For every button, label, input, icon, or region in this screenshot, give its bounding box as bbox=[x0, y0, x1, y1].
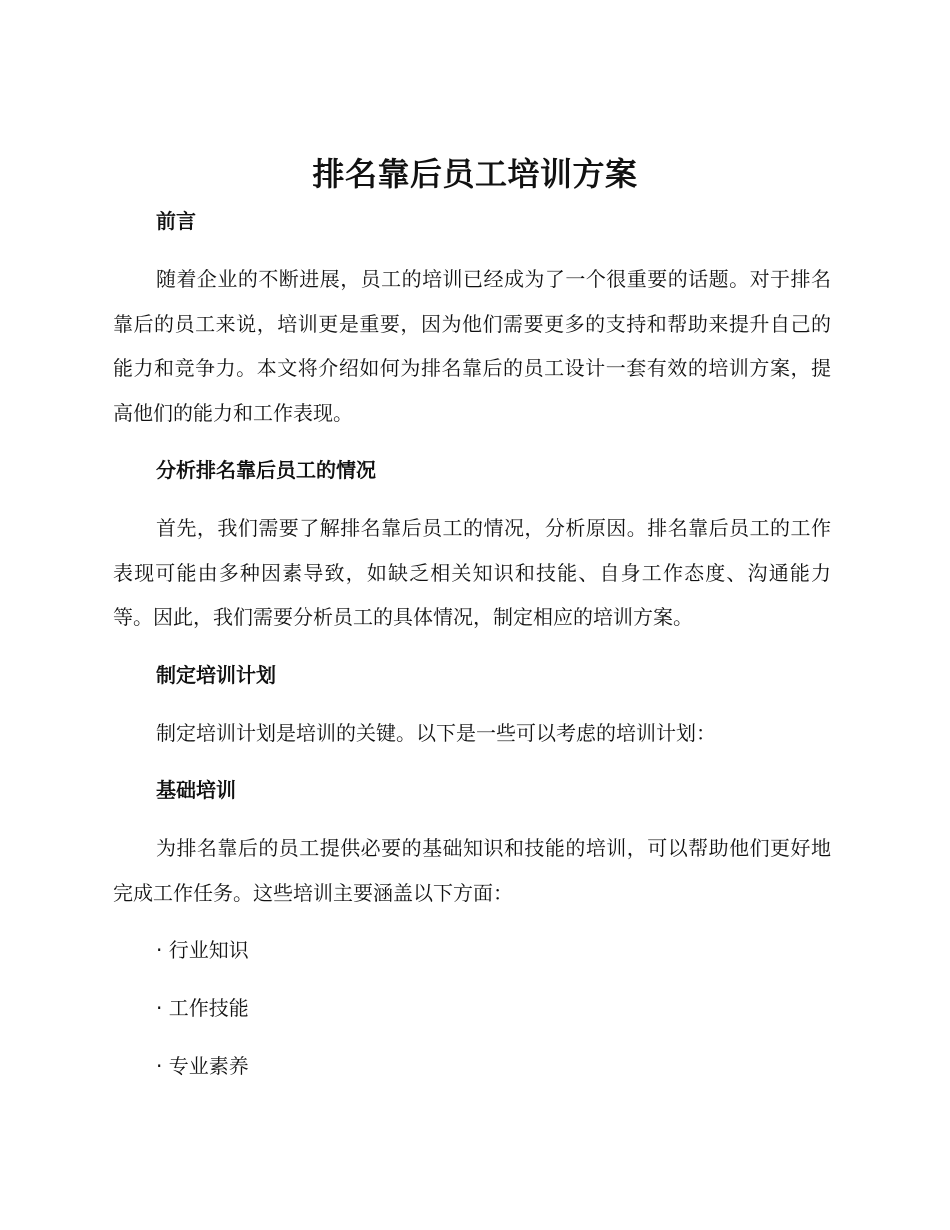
section-heading-analysis: 分析排名靠后员工的情况 bbox=[156, 458, 376, 482]
document-body bbox=[113, 199, 831, 1102]
paragraph-basic-training: 为排名靠后的员工提供必要的基础知识和技能的培训，可以帮助他们更好地完成工作任务。这些培训主要涵盖以下方面： bbox=[113, 836, 831, 905]
section-heading-preface: 前言 bbox=[156, 209, 196, 233]
bullet-item-industry-knowledge: · 行业知识 bbox=[156, 938, 249, 962]
paragraph-analysis: 首先，我们需要了解排名靠后员工的情况，分析原因。排名靠后员工的工作表现可能由多种因素导致，如缺乏相关知识和技能、自身工作态度、沟通能力等。因此，我们需要分析员工的具体情况，制定相应的培训方案。 bbox=[113, 516, 831, 629]
bullet-item-work-skills: · 工作技能 bbox=[156, 996, 249, 1020]
section-heading-basic-training: 基础培训 bbox=[156, 778, 236, 802]
document-title: 排名靠后员工培训方案 bbox=[312, 155, 638, 193]
section-heading-plan: 制定培训计划 bbox=[156, 662, 276, 687]
paragraph-preface: 随着企业的不断进展，员工的培训已经成为了一个很重要的话题。对于排名靠后的员工来说，培训更是重要，因为他们需要更多的支持和帮助来提升自己的能力和竞争力。本文将介绍如何为排名靠后的员工设计一套有效的培训方案，提高他们的能力和工作表现。 bbox=[113, 267, 831, 425]
paragraph-plan: 制定培训计划是培训的关键。以下是一些可以考虑的培训计划： bbox=[156, 720, 716, 745]
bullet-item-professional-quality: · 专业素养 bbox=[156, 1054, 249, 1078]
